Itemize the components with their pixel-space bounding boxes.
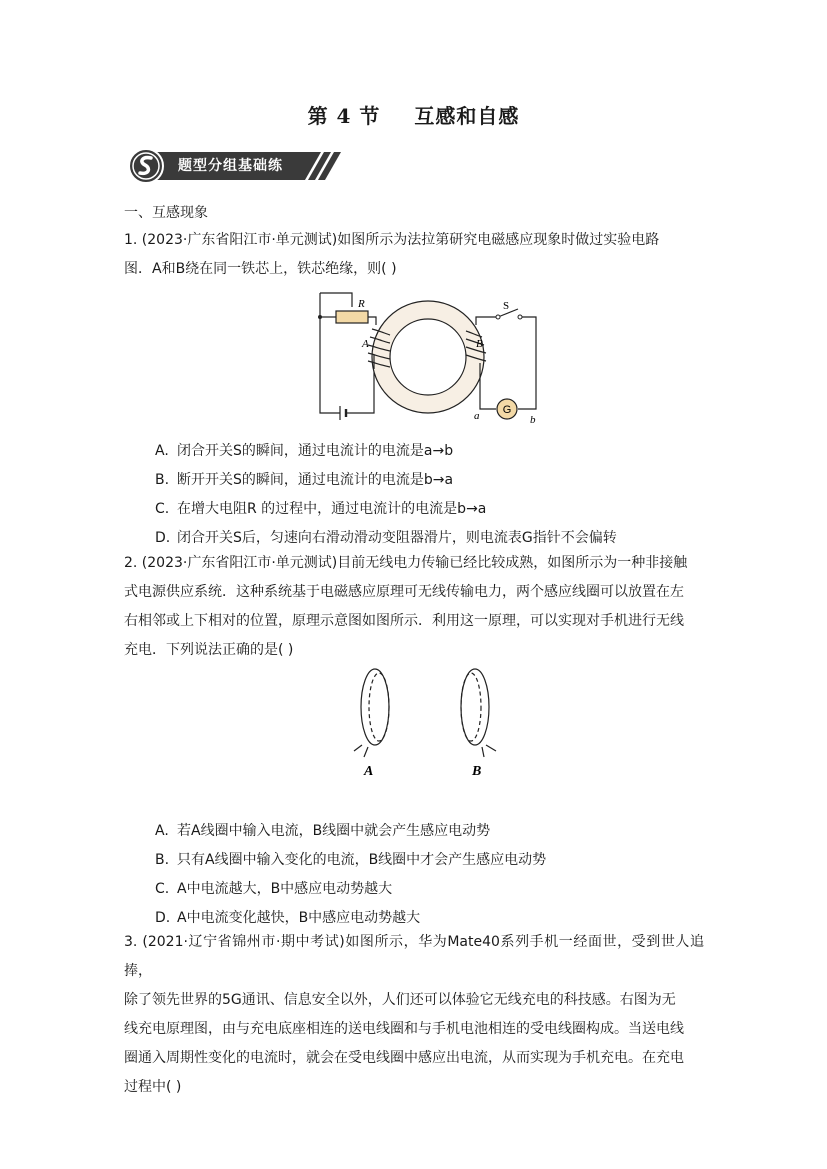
- q2-option-b[interactable]: B. 只有A线圈中输入变化的电流，B线圈中才会产生感应电动势: [155, 852, 547, 868]
- q1-option-a[interactable]: A. 闭合开关S的瞬间，通过电流计的电流是a→b: [155, 443, 454, 459]
- q2-stem-line: 2. (2023·广东省阳江市·单元测试)目前无线电力传输已经比较成熟，如图所示为一种非接触: [124, 555, 688, 571]
- label-R: R: [358, 298, 365, 310]
- section-number: 第 4 节: [307, 104, 381, 128]
- q1-stem-line: 1. (2023·广东省阳江市·单元测试)如图所示为法拉第研究电磁感应现象时做过实验电路: [124, 232, 660, 248]
- q3-stem-line: 圈通入周期性变化的电流时，就会在受电线圈中感应出电流，从而实现为手机充电。在充电: [124, 1050, 684, 1066]
- q3-stem-line: 线充电原理图，由与充电底座相连的送电线圈和与手机电池相连的受电线圈构成。当送电线: [124, 1021, 684, 1037]
- question-2-stem: [124, 549, 704, 665]
- question-3-stem: [124, 928, 704, 1102]
- q1-option-d[interactable]: D. 闭合开关S后，匀速向右滑动滑动变阻器滑片，则电流表G指针不会偏转: [155, 530, 617, 546]
- q2-stem-line: 式电源供应系统．这种系统基于电磁感应原理可无线传输电力，两个感应线圈可以放置在左: [124, 584, 684, 600]
- q1-option-c[interactable]: C. 在增大电阻R 的过程中，通过电流计的电流是b→a: [155, 501, 487, 517]
- q1-stem-line: 图．A和B绕在同一铁芯上，铁芯绝缘，则( ): [124, 261, 397, 277]
- q2-option-d[interactable]: D. A中电流变化越快，B中感应电动势越大: [155, 910, 421, 926]
- q3-stem-line: 过程中( ): [124, 1079, 182, 1095]
- q2-stem-line: 右相邻或上下相对的位置，原理示意图如图所示．利用这一原理，可以实现对手机进行无线: [124, 613, 684, 629]
- q2-option-c[interactable]: C. A中电流越大，B中感应电动势越大: [155, 881, 393, 897]
- q3-stem-line: 3. (2021·辽宁省锦州市·期中考试)如图所示，华为Mate40系列手机一经面世，受到世人追捧，: [124, 934, 704, 979]
- section-heading: 一、互感现象: [124, 205, 208, 221]
- banner-label: 题型分组基础练: [178, 158, 283, 174]
- q3-stem-line: 除了领先世界的5G通讯、信息安全以外，人们还可以体验它无线充电的科技感。右图为无: [124, 992, 676, 1008]
- label-A: A: [362, 338, 369, 350]
- label-a: a: [474, 410, 480, 422]
- coil-label-a: A: [364, 764, 374, 779]
- q1-option-b[interactable]: B. 断开开关S的瞬间，通过电流计的电流是b→a: [155, 472, 454, 488]
- section-topic: 互感和自感: [414, 104, 520, 128]
- label-S: S: [503, 300, 510, 312]
- q2-stem-line: 充电．下列说法正确的是( ): [124, 642, 294, 658]
- label-B: B: [476, 338, 483, 350]
- coil-label-b: B: [472, 764, 482, 779]
- page-title: [0, 100, 827, 129]
- q2-option-a[interactable]: A. 若A线圈中输入电流，B线圈中就会产生感应电动势: [155, 823, 491, 839]
- q1-circuit-figure: [310, 285, 550, 425]
- question-1-stem: [124, 226, 704, 284]
- q2-coils-figure: [350, 665, 520, 785]
- label-G: G: [502, 404, 512, 416]
- label-b: b: [530, 414, 536, 425]
